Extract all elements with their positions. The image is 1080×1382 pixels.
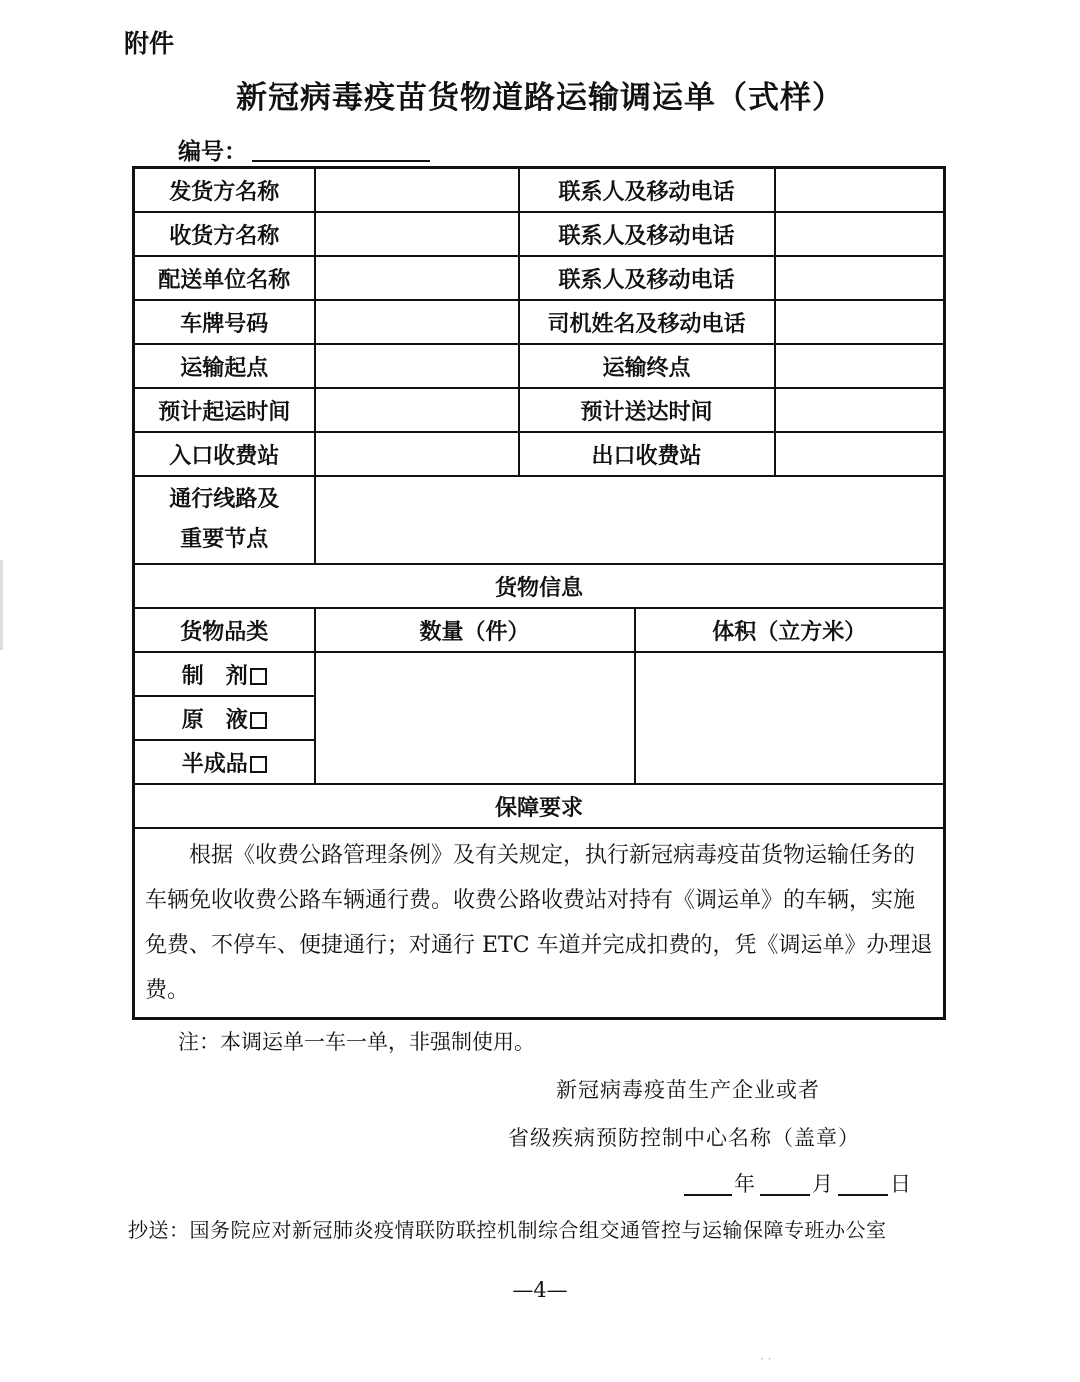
cargo-quantity-field[interactable] [315, 652, 635, 784]
row-label: 车牌号码 [134, 300, 315, 344]
year-label: 年 [734, 1172, 755, 1196]
departure-time-field[interactable] [315, 388, 519, 432]
form-row-route [134, 476, 945, 564]
cc-line: 抄送：国务院应对新冠肺炎疫情联防联控机制综合组交通管控与运输保障专班办公室 [128, 1218, 887, 1242]
scan-dots: · · [760, 1352, 772, 1366]
row-label: 联系人及移动电话 [519, 212, 775, 256]
serial-label: 编号： [178, 139, 247, 165]
form-row-origin [134, 344, 945, 388]
day-label: 日 [890, 1172, 911, 1196]
row-label: 联系人及移动电话 [519, 256, 775, 300]
cargo-category-semi-finished[interactable] [134, 740, 315, 784]
shipper-name-field[interactable] [315, 168, 519, 213]
cargo-section-row [134, 564, 945, 608]
day-field[interactable] [838, 1168, 888, 1196]
dispatch-form [132, 166, 946, 1020]
row-label: 发货方名称 [134, 168, 315, 213]
row-label: 司机姓名及移动电话 [519, 300, 775, 344]
row-label: 联系人及移动电话 [519, 168, 775, 213]
row-label: 配送单位名称 [134, 256, 315, 300]
driver-contact-field[interactable] [775, 300, 945, 344]
page-number: —4— [512, 1278, 568, 1302]
row-label: 预计起运时间 [134, 388, 315, 432]
checkbox[interactable] [250, 668, 267, 685]
form-row-shipper [134, 168, 945, 213]
checkbox[interactable] [250, 756, 267, 773]
year-field[interactable] [684, 1168, 732, 1196]
route-label-line2: 重要节点 [180, 527, 269, 552]
form-row-carrier [134, 256, 945, 300]
usage-note: 注：本调运单一车一单，非强制使用。 [178, 1030, 535, 1054]
cargo-row [134, 652, 945, 696]
row-label: 出口收费站 [519, 432, 775, 476]
origin-field[interactable] [315, 344, 519, 388]
row-label: 收货方名称 [134, 212, 315, 256]
destination-field[interactable] [775, 344, 945, 388]
page-title: 新冠病毒疫苗货物道路运输调运单（式样） [236, 80, 844, 116]
row-label: 预计送达时间 [519, 388, 775, 432]
attachment-label: 附件 [124, 29, 175, 58]
carrier-contact-field[interactable] [775, 256, 945, 300]
shipper-contact-field[interactable] [775, 168, 945, 213]
guarantee-text-row [134, 828, 945, 1019]
arrival-time-field[interactable] [775, 388, 945, 432]
month-field[interactable] [760, 1168, 810, 1196]
cargo-header-category: 货物品类 [134, 608, 315, 652]
form-row-time [134, 388, 945, 432]
cargo-header-volume: 体积（立方米） [635, 608, 945, 652]
route-label-line1: 通行线路及 [169, 487, 280, 512]
receiver-contact-field[interactable] [775, 212, 945, 256]
receiver-name-field[interactable] [315, 212, 519, 256]
row-label: 运输起点 [134, 344, 315, 388]
guarantee-text: 根据《收费公路管理条例》及有关规定，执行新冠病毒疫苗货物运输任务的车辆免收收费公路车辆通行费。收费公路收费站对持有《调运单》的车辆，实施免费、不停车、便捷通行；对通行 ETC 车道并完成扣费的，凭《调运单》办理退费。 [134, 828, 945, 1019]
cargo-header-quantity: 数量（件） [315, 608, 635, 652]
entry-toll-field[interactable] [315, 432, 519, 476]
cargo-header-row [134, 608, 945, 652]
scan-edge [0, 560, 3, 650]
cargo-category-label: 制 剂 [181, 663, 248, 689]
plate-number-field[interactable] [315, 300, 519, 344]
row-label: 入口收费站 [134, 432, 315, 476]
guarantee-section-row [134, 784, 945, 828]
guarantee-section-title: 保障要求 [134, 784, 945, 828]
exit-toll-field[interactable] [775, 432, 945, 476]
checkbox[interactable] [250, 712, 267, 729]
cargo-section-title: 货物信息 [134, 564, 945, 608]
month-label: 月 [812, 1172, 833, 1196]
form-row-plate [134, 300, 945, 344]
cargo-category-label: 半成品 [181, 751, 248, 777]
route-label [134, 476, 315, 564]
form-row-toll [134, 432, 945, 476]
route-field[interactable] [315, 476, 945, 564]
cargo-category-preparation[interactable] [134, 652, 315, 696]
row-label: 运输终点 [519, 344, 775, 388]
issuer-line-1: 新冠病毒疫苗生产企业或者 [556, 1078, 820, 1102]
cargo-category-stock-solution[interactable] [134, 696, 315, 740]
cargo-volume-field[interactable] [635, 652, 945, 784]
form-row-receiver [134, 212, 945, 256]
issuer-line-2: 省级疾病预防控制中心名称（盖章） [508, 1126, 860, 1150]
carrier-name-field[interactable] [315, 256, 519, 300]
cargo-category-label: 原 液 [181, 707, 248, 733]
serial-field[interactable] [252, 160, 430, 162]
